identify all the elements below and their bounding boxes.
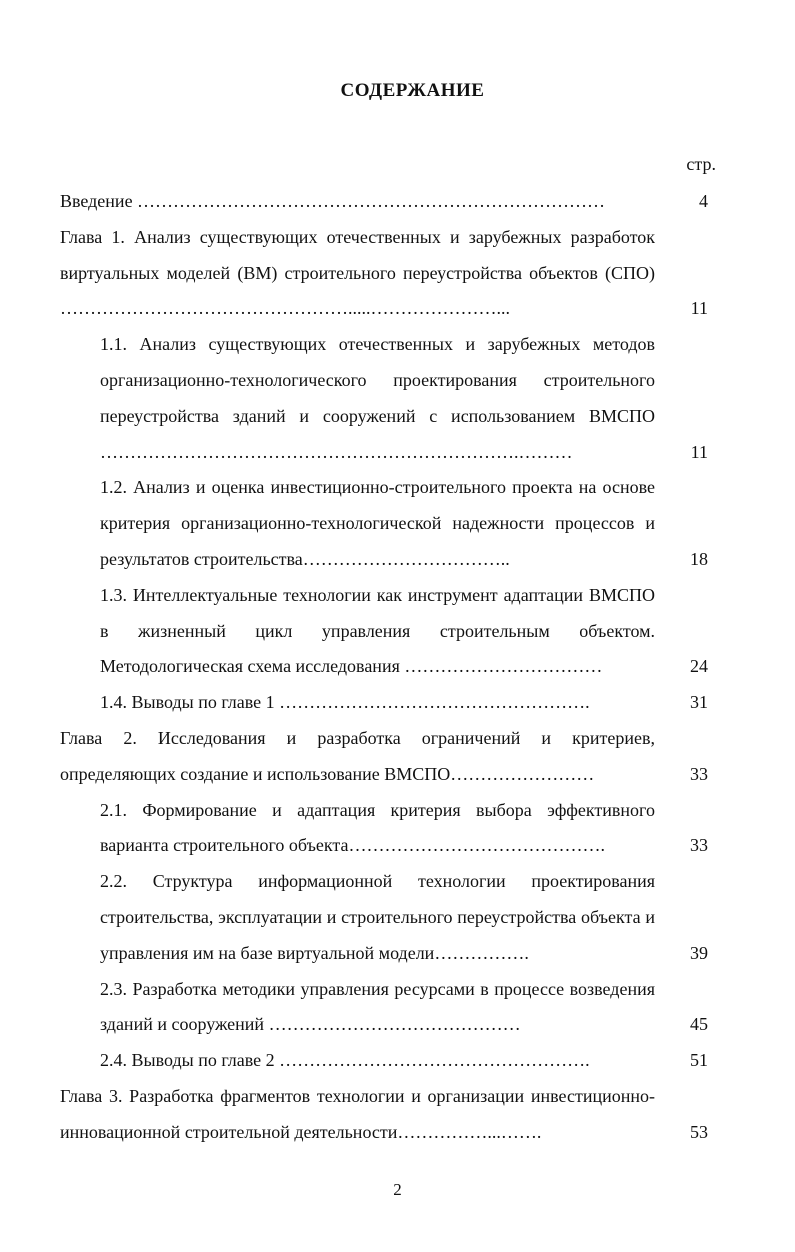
toc-entry-text: 1.1. Анализ существующих отечественных и зарубежных методов организационно-технологического проектирования строительного переустройства зданий и сооружений с использованием ВМСПО …………………………………………………………….……… (100, 334, 655, 462)
toc-entry-page: 24 (690, 656, 708, 677)
toc-entry-section-1-3 (0, 578, 795, 685)
toc-entry-text: Глава 1. Анализ существующих отечественных и зарубежных разработок виртуальных моделей (ВМ) строительного переустройства объектов (СПО) ………………………………………….....…………………... (60, 226, 655, 319)
toc-entry-text: 2.3. Разработка методики управления ресурсами в процессе возведения зданий и сооружений …………………………………… (100, 978, 655, 1035)
toc-entry-section-2-1 (0, 793, 795, 865)
toc-entry-page: 33 (690, 835, 708, 856)
page-number: 2 (393, 1180, 402, 1199)
toc-entry-section-2-4 (0, 1043, 795, 1079)
toc-entry-page: 11 (690, 441, 708, 462)
toc-entry-text: 1.3. Интеллектуальные технологии как инструмент адаптации ВМСПО в жизненный цикл управления строительным объектом. Методологическая схема исследования …………………………… (100, 584, 655, 677)
toc-entry-section-2-3 (0, 972, 795, 1044)
toc-entry-section-1-1 (0, 327, 795, 470)
toc-entry-introduction (0, 184, 795, 220)
toc-entry-section-1-2 (0, 470, 795, 577)
toc-entry-chapter-3 (0, 1079, 795, 1151)
toc-entry-section-2-2 (0, 864, 795, 971)
toc-entry-text: 1.2. Анализ и оценка инвестиционно-строительного проекта на основе критерия организационно-технологической надежности процессов и результатов строительства…………………………….. (100, 477, 655, 569)
toc-entry-page: 33 (690, 763, 708, 784)
toc-entry-text: Глава 3. Разработка фрагментов технологии и организации инвестиционно-инновационной строительной деятельности……………...……. (60, 1085, 655, 1142)
toc-entry-chapter-2 (0, 721, 795, 793)
toc-entry-page: 39 (690, 942, 708, 963)
toc-entry-text: 2.2. Структура информационной технологии проектирования строительства, эксплуатации и строительного переустройства объекта и управления им на базе виртуальной модели……………. (100, 871, 655, 963)
toc-entry-chapter-1 (0, 220, 795, 327)
toc-heading: СОДЕРЖАНИЕ (340, 80, 485, 101)
toc-entry-page: 45 (690, 1014, 708, 1035)
page-column-label: стр. (686, 154, 716, 174)
toc-entry-page: 18 (690, 548, 708, 569)
toc-entry-page: 51 (690, 1050, 708, 1071)
table-of-contents (0, 184, 795, 1151)
toc-entry-page: 11 (690, 298, 708, 319)
toc-entry-text: 1.4. Выводы по главе 1 ……………………………………………. (100, 692, 590, 713)
toc-entry-page: 31 (690, 692, 708, 713)
toc-entry-page: 53 (690, 1121, 708, 1142)
toc-entry-text: 2.1. Формирование и адаптация критерия выбора эффективного варианта строительного объекта……………………………………. (100, 799, 655, 856)
toc-entry-text: Введение …………………………………………………………………… (60, 191, 606, 211)
toc-entry-page: 4 (699, 191, 708, 211)
toc-entry-section-1-4 (0, 685, 795, 721)
toc-entry-text: Глава 2. Исследования и разработка ограничений и критериев, определяющих создание и использование ВМСПО…………………… (60, 727, 655, 784)
toc-entry-text: 2.4. Выводы по главе 2 ……………………………………………. (100, 1050, 590, 1071)
